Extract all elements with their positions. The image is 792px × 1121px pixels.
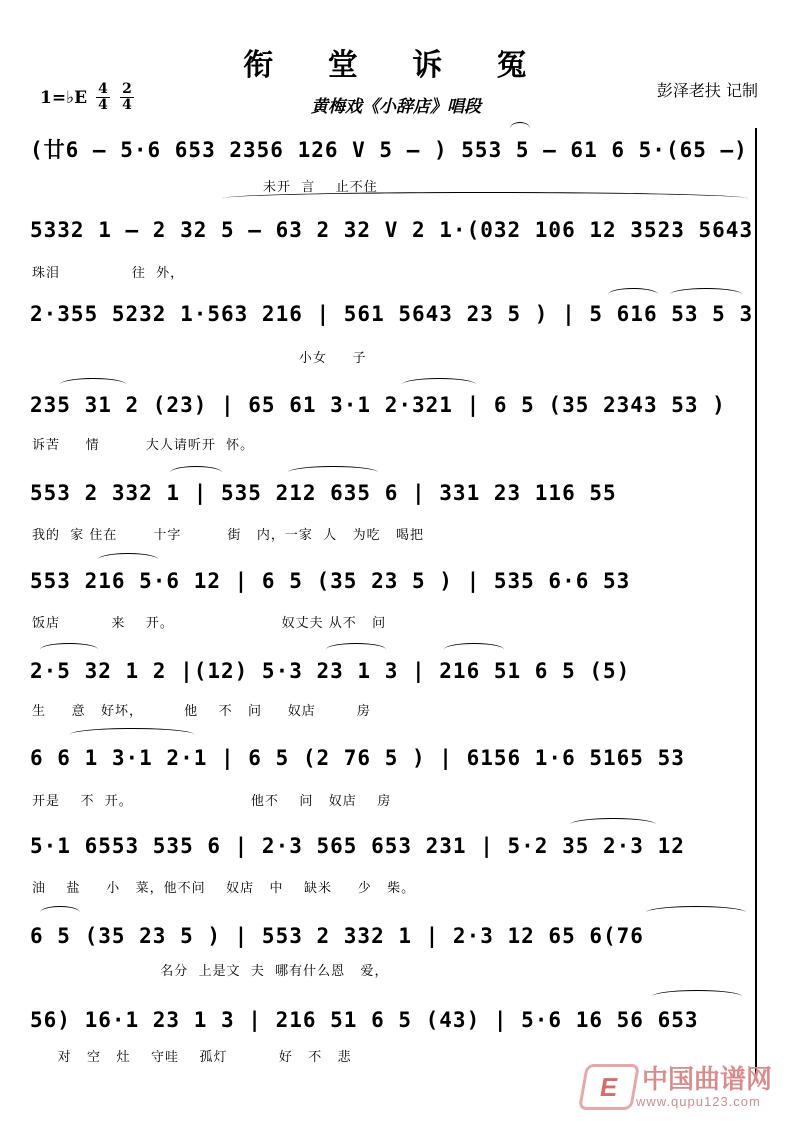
lyrics-row-9: 油 盐 小 菜，他不问 奴店 中 缺米 少 柴。 xyxy=(32,881,416,896)
slur-mark xyxy=(288,466,378,479)
slur-mark xyxy=(402,378,476,391)
lyrics-row-11: 对 空 灶 守哇 孤灯 好 不 悲 xyxy=(32,1050,352,1065)
notation-row-9: 5·1 6553 535 6 | 2·3 565 653 231 | 5·2 35 2·3 12 xyxy=(30,834,685,858)
song-subtitle: 黄梅戏《小辞店》唱段 xyxy=(311,97,481,117)
notation-row-3: 2·355 5232 1·563 216 | 561 5643 23 5 ) | 5 616 53 5 3 xyxy=(30,302,754,326)
lyrics-row-5: 我的 家 住在 十字 街 内，一家 人 为吃 喝把 xyxy=(32,528,424,543)
lyrics-row-4: 诉苦 情 大人请听开 怀。 xyxy=(32,438,255,453)
meter-b-bottom: 4 xyxy=(122,97,132,113)
lyrics-row-10: 名分 上是文 夫 哪有什么恩 爱， xyxy=(32,964,389,979)
lyrics-row-7: 生 意 好坏， 他 不 问 奴店 房 xyxy=(32,704,371,719)
watermark-text-block xyxy=(636,1066,772,1109)
notation-row-2: 5332 1 – 2 32 5 – 63 2 32 V 2 1·(032 106 12 3523 5643 xyxy=(30,218,754,242)
slur-mark xyxy=(170,466,222,479)
meter-a-top: 4 xyxy=(98,81,108,97)
notation-row-10: 6 5 (35 23 5 ) | 553 2 332 1 | 2·3 12 65 6(76 xyxy=(30,924,644,948)
notation-row-5: 553 2 332 1 | 535 212 635 6 | 331 23 116 55 xyxy=(30,481,617,505)
time-signature-4-4 xyxy=(96,83,110,112)
slur-mark xyxy=(222,192,748,205)
lyrics-row-8: 开是 不 开。 他不 问 奴店 房 xyxy=(32,794,392,809)
slur-mark xyxy=(570,818,656,831)
site-watermark xyxy=(582,1064,772,1110)
slur-mark xyxy=(98,553,158,566)
slur-mark xyxy=(670,288,742,301)
notation-row-1: (廿6 – 5·6 653 2356 126 V 5 – ) 553 5 – 61 6 5·(65 –) xyxy=(30,138,748,162)
slur-mark xyxy=(40,643,98,656)
meter-a-bottom: 4 xyxy=(98,97,108,113)
slur-mark xyxy=(608,288,658,301)
slur-mark xyxy=(60,378,126,391)
score-right-border xyxy=(755,128,757,1074)
notator-credit: 彭泽老扶 记制 xyxy=(656,81,758,100)
lyrics-row-1: 未开 言 止不住 xyxy=(32,180,378,195)
slur-mark xyxy=(646,906,746,919)
meter-b-top: 2 xyxy=(122,81,132,97)
notation-row-4: 235 31 2 (23) | 65 61 3·1 2·321 | 6 5 (35 2343 53 ) xyxy=(30,393,726,417)
slur-mark xyxy=(40,906,80,919)
notation-row-8: 6 6 1 3·1 2·1 | 6 5 (2 76 5 ) | 6156 1·6 5165 53 xyxy=(30,746,685,770)
notation-row-6: 553 216 5·6 12 | 6 5 (35 23 5 ) | 535 6·6 53 xyxy=(30,569,631,593)
watermark-url: www.qupu123.com xyxy=(636,1093,761,1109)
watermark-logo-icon: E xyxy=(578,1064,640,1110)
notation-row-7: 2·5 32 1 2 |(12) 5·3 23 1 3 | 216 51 6 5 (5) xyxy=(30,659,631,683)
slur-mark xyxy=(652,990,742,1003)
song-title: 衔 堂 诉 冤 xyxy=(243,48,549,83)
watermark-name: 中国曲谱网 xyxy=(642,1064,773,1095)
slur-mark xyxy=(510,122,530,135)
slur-mark xyxy=(70,728,194,741)
slur-mark xyxy=(326,643,386,656)
lyrics-row-6: 饭店 来 开。 奴丈夫 从不 问 xyxy=(32,616,387,631)
lyrics-row-2: 珠泪 往 外， xyxy=(32,266,185,281)
time-signature-2-4 xyxy=(120,83,134,112)
lyrics-row-3: 小女 子 xyxy=(32,351,367,366)
slur-mark xyxy=(444,643,504,656)
key-signature: 1=♭E xyxy=(40,88,88,108)
notation-row-11: 56) 16·1 23 1 3 | 216 51 6 5 (43) | 5·6 16 56 653 xyxy=(30,1008,699,1032)
